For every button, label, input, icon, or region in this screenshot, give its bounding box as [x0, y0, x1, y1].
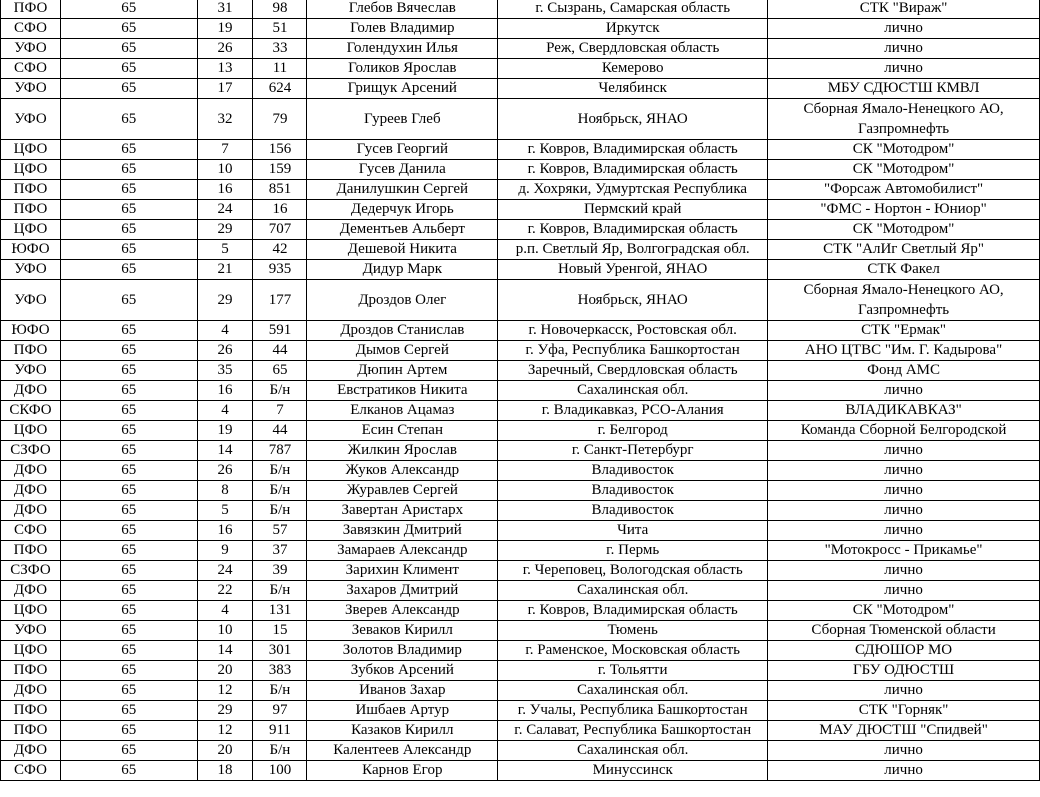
age-cell[interactable]: 35	[197, 361, 253, 381]
name-cell[interactable]: Захаров Дмитрий	[307, 581, 498, 601]
name-cell[interactable]: Грищук Арсений	[307, 79, 498, 99]
class-cell[interactable]: 65	[60, 240, 197, 260]
name-cell[interactable]: Дедерчук Игорь	[307, 200, 498, 220]
age-cell[interactable]: 19	[197, 421, 253, 441]
age-cell[interactable]: 4	[197, 401, 253, 421]
number-cell[interactable]: 37	[253, 541, 307, 561]
city-cell[interactable]: Ноябрьск, ЯНАО	[498, 280, 768, 321]
table-row[interactable]	[1, 641, 1040, 661]
table-row[interactable]	[1, 99, 1040, 140]
number-cell[interactable]: 44	[253, 341, 307, 361]
city-cell[interactable]: г. Раменское, Московская область	[498, 641, 768, 661]
number-cell[interactable]: Б/н	[253, 741, 307, 761]
district-cell[interactable]: ЦФО	[1, 220, 61, 240]
city-cell[interactable]: Новый Уренгой, ЯНАО	[498, 260, 768, 280]
district-cell[interactable]: ПФО	[1, 701, 61, 721]
age-cell[interactable]: 29	[197, 701, 253, 721]
class-cell[interactable]: 65	[60, 661, 197, 681]
class-cell[interactable]: 65	[60, 280, 197, 321]
name-cell[interactable]: Иванов Захар	[307, 681, 498, 701]
number-cell[interactable]: Б/н	[253, 501, 307, 521]
number-cell[interactable]: 11	[253, 59, 307, 79]
team-cell[interactable]: "Форсаж Автомобилист"	[768, 180, 1040, 200]
name-cell[interactable]: Есин Степан	[307, 421, 498, 441]
district-cell[interactable]: ДФО	[1, 681, 61, 701]
table-row[interactable]	[1, 321, 1040, 341]
number-cell[interactable]: 301	[253, 641, 307, 661]
district-cell[interactable]: ДФО	[1, 581, 61, 601]
table-row[interactable]	[1, 361, 1040, 381]
name-cell[interactable]: Гуреев Глеб	[307, 99, 498, 140]
number-cell[interactable]: 7	[253, 401, 307, 421]
age-cell[interactable]: 5	[197, 501, 253, 521]
name-cell[interactable]: Дымов Сергей	[307, 341, 498, 361]
number-cell[interactable]: 33	[253, 39, 307, 59]
class-cell[interactable]: 65	[60, 421, 197, 441]
age-cell[interactable]: 20	[197, 741, 253, 761]
district-cell[interactable]: СФО	[1, 19, 61, 39]
district-cell[interactable]: УФО	[1, 361, 61, 381]
number-cell[interactable]: 935	[253, 260, 307, 280]
table-row[interactable]	[1, 601, 1040, 621]
team-cell[interactable]: лично	[768, 501, 1040, 521]
class-cell[interactable]: 65	[60, 19, 197, 39]
class-cell[interactable]: 65	[60, 681, 197, 701]
age-cell[interactable]: 16	[197, 381, 253, 401]
class-cell[interactable]: 65	[60, 79, 197, 99]
name-cell[interactable]: Дешевой Никита	[307, 240, 498, 260]
age-cell[interactable]: 22	[197, 581, 253, 601]
city-cell[interactable]: Чита	[498, 521, 768, 541]
team-cell[interactable]: СДЮШОР МО	[768, 641, 1040, 661]
team-cell[interactable]: лично	[768, 481, 1040, 501]
city-cell[interactable]: г. Белгород	[498, 421, 768, 441]
city-cell[interactable]: Челябинск	[498, 79, 768, 99]
age-cell[interactable]: 13	[197, 59, 253, 79]
city-cell[interactable]: г. Учалы, Республика Башкортостан	[498, 701, 768, 721]
class-cell[interactable]: 65	[60, 541, 197, 561]
team-cell[interactable]: Команда Сборной Белгородской	[768, 421, 1040, 441]
name-cell[interactable]: Дроздов Станислав	[307, 321, 498, 341]
name-cell[interactable]: Голендухин Илья	[307, 39, 498, 59]
name-cell[interactable]: Глебов Вячеслав	[307, 0, 498, 19]
class-cell[interactable]: 65	[60, 200, 197, 220]
age-cell[interactable]: 32	[197, 99, 253, 140]
table-row[interactable]	[1, 661, 1040, 681]
city-cell[interactable]: Кемерово	[498, 59, 768, 79]
name-cell[interactable]: Дроздов Олег	[307, 280, 498, 321]
number-cell[interactable]: 51	[253, 19, 307, 39]
team-cell[interactable]: СТК "Горняк"	[768, 701, 1040, 721]
city-cell[interactable]: р.п. Светлый Яр, Волгоградская обл.	[498, 240, 768, 260]
table-row[interactable]	[1, 200, 1040, 220]
city-cell[interactable]: г. Тольятти	[498, 661, 768, 681]
number-cell[interactable]: Б/н	[253, 381, 307, 401]
team-cell[interactable]: АНО ЦТВС "Им. Г. Кадырова"	[768, 341, 1040, 361]
table-row[interactable]	[1, 541, 1040, 561]
class-cell[interactable]: 65	[60, 461, 197, 481]
district-cell[interactable]: ЦФО	[1, 601, 61, 621]
age-cell[interactable]: 4	[197, 321, 253, 341]
district-cell[interactable]: ЮФО	[1, 240, 61, 260]
name-cell[interactable]: Голиков Ярослав	[307, 59, 498, 79]
team-cell[interactable]: СК "Мотодром"	[768, 140, 1040, 160]
age-cell[interactable]: 10	[197, 621, 253, 641]
number-cell[interactable]: 591	[253, 321, 307, 341]
district-cell[interactable]: ДФО	[1, 481, 61, 501]
table-row[interactable]	[1, 59, 1040, 79]
table-row[interactable]	[1, 501, 1040, 521]
class-cell[interactable]: 65	[60, 761, 197, 781]
district-cell[interactable]: УФО	[1, 260, 61, 280]
age-cell[interactable]: 16	[197, 180, 253, 200]
district-cell[interactable]: ЦФО	[1, 140, 61, 160]
city-cell[interactable]: г. Уфа, Республика Башкортостан	[498, 341, 768, 361]
district-cell[interactable]: УФО	[1, 99, 61, 140]
team-cell[interactable]: СК "Мотодром"	[768, 601, 1040, 621]
team-cell[interactable]: лично	[768, 761, 1040, 781]
name-cell[interactable]: Жуков Александр	[307, 461, 498, 481]
number-cell[interactable]: 44	[253, 421, 307, 441]
district-cell[interactable]: ДФО	[1, 381, 61, 401]
class-cell[interactable]: 65	[60, 561, 197, 581]
class-cell[interactable]: 65	[60, 721, 197, 741]
name-cell[interactable]: Жилкин Ярослав	[307, 441, 498, 461]
district-cell[interactable]: ЦФО	[1, 641, 61, 661]
age-cell[interactable]: 4	[197, 601, 253, 621]
district-cell[interactable]: СКФО	[1, 401, 61, 421]
name-cell[interactable]: Казаков Кирилл	[307, 721, 498, 741]
team-cell[interactable]: Сборная Ямало-Ненецкого АО, Газпромнефть	[768, 99, 1040, 140]
age-cell[interactable]: 26	[197, 461, 253, 481]
class-cell[interactable]: 65	[60, 501, 197, 521]
class-cell[interactable]: 65	[60, 581, 197, 601]
team-cell[interactable]: Сборная Ямало-Ненецкого АО, Газпромнефть	[768, 280, 1040, 321]
district-cell[interactable]: ЮФО	[1, 321, 61, 341]
age-cell[interactable]: 24	[197, 561, 253, 581]
district-cell[interactable]: ПФО	[1, 0, 61, 19]
number-cell[interactable]: 97	[253, 701, 307, 721]
city-cell[interactable]: Заречный, Свердловская область	[498, 361, 768, 381]
class-cell[interactable]: 65	[60, 401, 197, 421]
team-cell[interactable]: "ФМС - Нортон - Юниор"	[768, 200, 1040, 220]
district-cell[interactable]: СФО	[1, 761, 61, 781]
district-cell[interactable]: УФО	[1, 621, 61, 641]
age-cell[interactable]: 21	[197, 260, 253, 280]
district-cell[interactable]: ДФО	[1, 741, 61, 761]
team-cell[interactable]: лично	[768, 581, 1040, 601]
team-cell[interactable]: лично	[768, 561, 1040, 581]
number-cell[interactable]: 383	[253, 661, 307, 681]
table-row[interactable]	[1, 581, 1040, 601]
table-row[interactable]	[1, 461, 1040, 481]
class-cell[interactable]: 65	[60, 621, 197, 641]
city-cell[interactable]: Сахалинская обл.	[498, 741, 768, 761]
number-cell[interactable]: 787	[253, 441, 307, 461]
class-cell[interactable]: 65	[60, 641, 197, 661]
name-cell[interactable]: Дементьев Альберт	[307, 220, 498, 240]
table-row[interactable]	[1, 220, 1040, 240]
class-cell[interactable]: 65	[60, 140, 197, 160]
class-cell[interactable]: 65	[60, 701, 197, 721]
age-cell[interactable]: 26	[197, 39, 253, 59]
age-cell[interactable]: 31	[197, 0, 253, 19]
name-cell[interactable]: Завязкин Дмитрий	[307, 521, 498, 541]
district-cell[interactable]: СЗФО	[1, 441, 61, 461]
district-cell[interactable]: ПФО	[1, 541, 61, 561]
name-cell[interactable]: Гусев Данила	[307, 160, 498, 180]
name-cell[interactable]: Золотов Владимир	[307, 641, 498, 661]
city-cell[interactable]: Сахалинская обл.	[498, 381, 768, 401]
table-row[interactable]	[1, 240, 1040, 260]
age-cell[interactable]: 12	[197, 681, 253, 701]
class-cell[interactable]: 65	[60, 59, 197, 79]
table-row[interactable]	[1, 280, 1040, 321]
name-cell[interactable]: Завертан Аристарх	[307, 501, 498, 521]
team-cell[interactable]: лично	[768, 681, 1040, 701]
district-cell[interactable]: УФО	[1, 280, 61, 321]
age-cell[interactable]: 29	[197, 220, 253, 240]
name-cell[interactable]: Зарихин Климент	[307, 561, 498, 581]
number-cell[interactable]: 624	[253, 79, 307, 99]
city-cell[interactable]: Владивосток	[498, 461, 768, 481]
number-cell[interactable]: Б/н	[253, 461, 307, 481]
district-cell[interactable]: ЦФО	[1, 421, 61, 441]
number-cell[interactable]: 159	[253, 160, 307, 180]
class-cell[interactable]: 65	[60, 361, 197, 381]
number-cell[interactable]: 57	[253, 521, 307, 541]
table-row[interactable]	[1, 19, 1040, 39]
number-cell[interactable]: 79	[253, 99, 307, 140]
class-cell[interactable]: 65	[60, 601, 197, 621]
team-cell[interactable]: Фонд АМС	[768, 361, 1040, 381]
age-cell[interactable]: 17	[197, 79, 253, 99]
table-row[interactable]	[1, 721, 1040, 741]
team-cell[interactable]: ВЛАДИКАВКАЗ"	[768, 401, 1040, 421]
city-cell[interactable]: Минуссинск	[498, 761, 768, 781]
team-cell[interactable]: СТК Факел	[768, 260, 1040, 280]
name-cell[interactable]: Голев Владимир	[307, 19, 498, 39]
age-cell[interactable]: 7	[197, 140, 253, 160]
number-cell[interactable]: 15	[253, 621, 307, 641]
class-cell[interactable]: 65	[60, 381, 197, 401]
district-cell[interactable]: ПФО	[1, 661, 61, 681]
district-cell[interactable]: СФО	[1, 521, 61, 541]
city-cell[interactable]: г. Сызрань, Самарская область	[498, 0, 768, 19]
class-cell[interactable]: 65	[60, 180, 197, 200]
class-cell[interactable]: 65	[60, 521, 197, 541]
team-cell[interactable]: лично	[768, 441, 1040, 461]
number-cell[interactable]: 98	[253, 0, 307, 19]
district-cell[interactable]: ДФО	[1, 461, 61, 481]
table-row[interactable]	[1, 140, 1040, 160]
city-cell[interactable]: г. Череповец, Вологодская область	[498, 561, 768, 581]
city-cell[interactable]: Владивосток	[498, 501, 768, 521]
district-cell[interactable]: УФО	[1, 79, 61, 99]
team-cell[interactable]: СК "Мотодром"	[768, 160, 1040, 180]
table-row[interactable]	[1, 79, 1040, 99]
table-row[interactable]	[1, 521, 1040, 541]
team-cell[interactable]: лично	[768, 39, 1040, 59]
name-cell[interactable]: Данилушкин Сергей	[307, 180, 498, 200]
table-row[interactable]	[1, 701, 1040, 721]
city-cell[interactable]: г. Ковров, Владимирская область	[498, 220, 768, 240]
number-cell[interactable]: 707	[253, 220, 307, 240]
class-cell[interactable]: 65	[60, 321, 197, 341]
number-cell[interactable]: 65	[253, 361, 307, 381]
age-cell[interactable]: 5	[197, 240, 253, 260]
name-cell[interactable]: Зверев Александр	[307, 601, 498, 621]
team-cell[interactable]: Сборная Тюменской области	[768, 621, 1040, 641]
table-row[interactable]	[1, 39, 1040, 59]
team-cell[interactable]: СК "Мотодром"	[768, 220, 1040, 240]
number-cell[interactable]: 39	[253, 561, 307, 581]
class-cell[interactable]: 65	[60, 99, 197, 140]
table-row[interactable]	[1, 681, 1040, 701]
city-cell[interactable]: Иркутск	[498, 19, 768, 39]
team-cell[interactable]: лично	[768, 19, 1040, 39]
district-cell[interactable]: СЗФО	[1, 561, 61, 581]
class-cell[interactable]: 65	[60, 260, 197, 280]
age-cell[interactable]: 29	[197, 280, 253, 321]
team-cell[interactable]: МБУ СДЮСТШ КМВЛ	[768, 79, 1040, 99]
city-cell[interactable]: г. Владикавказ, РСО-Алания	[498, 401, 768, 421]
age-cell[interactable]: 14	[197, 441, 253, 461]
age-cell[interactable]: 24	[197, 200, 253, 220]
class-cell[interactable]: 65	[60, 741, 197, 761]
city-cell[interactable]: Сахалинская обл.	[498, 681, 768, 701]
city-cell[interactable]: д. Хохряки, Удмуртская Республика	[498, 180, 768, 200]
district-cell[interactable]: СФО	[1, 59, 61, 79]
table-row[interactable]	[1, 561, 1040, 581]
city-cell[interactable]: Реж, Свердловская область	[498, 39, 768, 59]
age-cell[interactable]: 20	[197, 661, 253, 681]
age-cell[interactable]: 26	[197, 341, 253, 361]
class-cell[interactable]: 65	[60, 220, 197, 240]
city-cell[interactable]: г. Новочеркасск, Ростовская обл.	[498, 321, 768, 341]
number-cell[interactable]: 851	[253, 180, 307, 200]
age-cell[interactable]: 16	[197, 521, 253, 541]
team-cell[interactable]: лично	[768, 741, 1040, 761]
city-cell[interactable]: г. Ковров, Владимирская область	[498, 160, 768, 180]
district-cell[interactable]: ПФО	[1, 200, 61, 220]
district-cell[interactable]: ПФО	[1, 721, 61, 741]
class-cell[interactable]: 65	[60, 0, 197, 19]
class-cell[interactable]: 65	[60, 481, 197, 501]
class-cell[interactable]: 65	[60, 160, 197, 180]
team-cell[interactable]: СТК "Вираж"	[768, 0, 1040, 19]
class-cell[interactable]: 65	[60, 39, 197, 59]
name-cell[interactable]: Зубков Арсений	[307, 661, 498, 681]
number-cell[interactable]: 911	[253, 721, 307, 741]
team-cell[interactable]: СТК "Ермак"	[768, 321, 1040, 341]
table-row[interactable]	[1, 0, 1040, 19]
table-row[interactable]	[1, 381, 1040, 401]
table-row[interactable]	[1, 621, 1040, 641]
district-cell[interactable]: ПФО	[1, 180, 61, 200]
table-row[interactable]	[1, 401, 1040, 421]
team-cell[interactable]: лично	[768, 521, 1040, 541]
city-cell[interactable]: г. Ковров, Владимирская область	[498, 601, 768, 621]
table-row[interactable]	[1, 180, 1040, 200]
city-cell[interactable]: г. Санкт-Петербург	[498, 441, 768, 461]
name-cell[interactable]: Евстратиков Никита	[307, 381, 498, 401]
age-cell[interactable]: 8	[197, 481, 253, 501]
team-cell[interactable]: СТК "АлИг Светлый Яр"	[768, 240, 1040, 260]
table-row[interactable]	[1, 761, 1040, 781]
city-cell[interactable]: г. Ковров, Владимирская область	[498, 140, 768, 160]
table-body	[1, 0, 1040, 781]
age-cell[interactable]: 18	[197, 761, 253, 781]
table-row[interactable]	[1, 441, 1040, 461]
class-cell[interactable]: 65	[60, 341, 197, 361]
age-cell[interactable]: 10	[197, 160, 253, 180]
city-cell[interactable]: Сахалинская обл.	[498, 581, 768, 601]
district-cell[interactable]: УФО	[1, 39, 61, 59]
table-row[interactable]	[1, 260, 1040, 280]
district-cell[interactable]: ПФО	[1, 341, 61, 361]
number-cell[interactable]: 100	[253, 761, 307, 781]
city-cell[interactable]: г. Салават, Республика Башкортостан	[498, 721, 768, 741]
city-cell[interactable]: Пермский край	[498, 200, 768, 220]
table-row[interactable]	[1, 481, 1040, 501]
team-cell[interactable]: лично	[768, 59, 1040, 79]
age-cell[interactable]: 12	[197, 721, 253, 741]
team-cell[interactable]: ГБУ ОДЮСТШ	[768, 661, 1040, 681]
number-cell[interactable]: 131	[253, 601, 307, 621]
team-cell[interactable]: лично	[768, 381, 1040, 401]
name-cell[interactable]: Журавлев Сергей	[307, 481, 498, 501]
number-cell[interactable]: 42	[253, 240, 307, 260]
name-cell[interactable]: Зеваков Кирилл	[307, 621, 498, 641]
name-cell[interactable]: Ишбаев Артур	[307, 701, 498, 721]
team-cell[interactable]: лично	[768, 461, 1040, 481]
number-cell[interactable]: 16	[253, 200, 307, 220]
table-row[interactable]	[1, 421, 1040, 441]
age-cell[interactable]: 9	[197, 541, 253, 561]
name-cell[interactable]: Елканов Ацамаз	[307, 401, 498, 421]
number-cell[interactable]: 177	[253, 280, 307, 321]
number-cell[interactable]: 156	[253, 140, 307, 160]
city-cell[interactable]: г. Пермь	[498, 541, 768, 561]
name-cell[interactable]: Дидур Марк	[307, 260, 498, 280]
district-cell[interactable]: ЦФО	[1, 160, 61, 180]
name-cell[interactable]: Замараев Александр	[307, 541, 498, 561]
name-cell[interactable]: Дюпин Артем	[307, 361, 498, 381]
number-cell[interactable]: Б/н	[253, 481, 307, 501]
district-cell[interactable]: ДФО	[1, 501, 61, 521]
table-row[interactable]	[1, 741, 1040, 761]
team-cell[interactable]: "Мотокросс - Прикамье"	[768, 541, 1040, 561]
city-cell[interactable]: Владивосток	[498, 481, 768, 501]
class-cell[interactable]: 65	[60, 441, 197, 461]
name-cell[interactable]: Карнов Егор	[307, 761, 498, 781]
table-row[interactable]	[1, 341, 1040, 361]
name-cell[interactable]: Калентеев Александр	[307, 741, 498, 761]
name-cell[interactable]: Гусев Георгий	[307, 140, 498, 160]
age-cell[interactable]: 19	[197, 19, 253, 39]
team-cell[interactable]: МАУ ДЮСТШ "Спидвей"	[768, 721, 1040, 741]
number-cell[interactable]: Б/н	[253, 681, 307, 701]
age-cell[interactable]: 14	[197, 641, 253, 661]
table-row[interactable]	[1, 160, 1040, 180]
city-cell[interactable]: Тюмень	[498, 621, 768, 641]
city-cell[interactable]: Ноябрьск, ЯНАО	[498, 99, 768, 140]
number-cell[interactable]: Б/н	[253, 581, 307, 601]
